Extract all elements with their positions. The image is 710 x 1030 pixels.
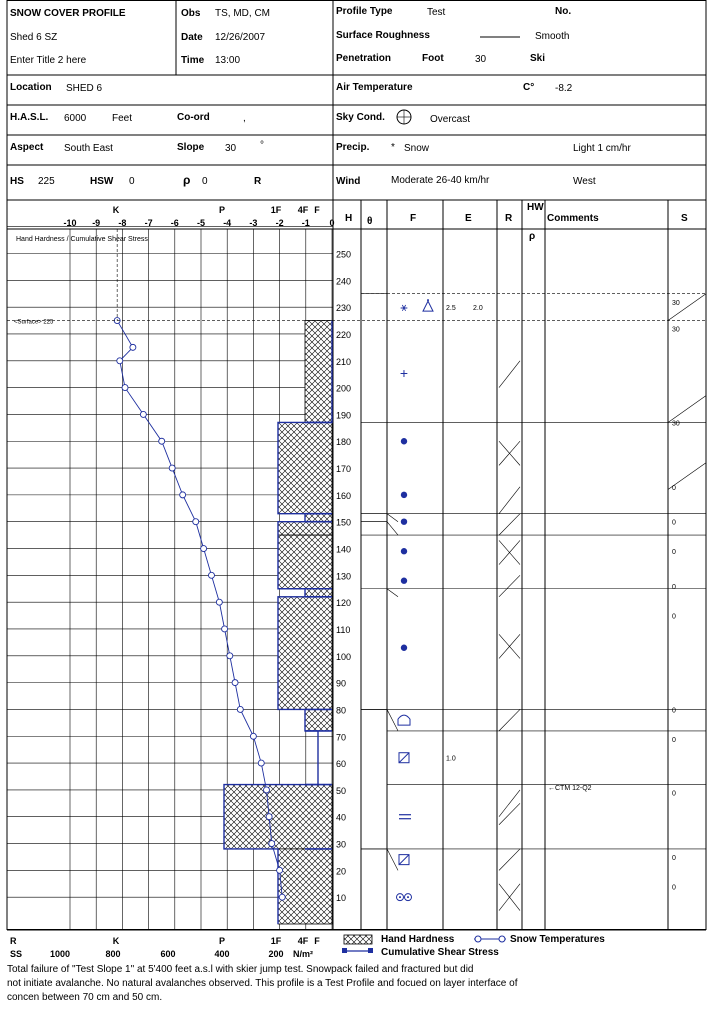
col-rho-header: ρ xyxy=(529,231,536,242)
hs-value: 225 xyxy=(38,176,55,187)
resistance-slash xyxy=(499,487,520,514)
rounded-grain-icon xyxy=(401,548,407,554)
penetration-label: Penetration xyxy=(336,53,392,64)
graupel-tri-icon xyxy=(423,301,433,311)
height-tick-label: 160 xyxy=(336,490,352,501)
hardness-bar xyxy=(305,514,332,522)
time-value: 13:00 xyxy=(215,55,241,66)
ski-label: Ski xyxy=(530,53,546,64)
density-label: ρ xyxy=(183,173,191,187)
new-snow-icon: + xyxy=(399,365,409,382)
precip-symbol: * xyxy=(391,142,395,153)
height-tick-label: 240 xyxy=(336,276,352,287)
interface-slant xyxy=(387,589,398,597)
aspect-label: Aspect xyxy=(10,142,44,153)
height-tick-label: 140 xyxy=(336,544,352,555)
stability-value: 0 xyxy=(672,707,676,715)
surface-label: <Surface> 225 xyxy=(14,319,54,326)
height-tick-label: 190 xyxy=(336,410,352,421)
height-tick-label: 250 xyxy=(336,249,352,260)
hardness-top-K: K xyxy=(112,205,120,215)
wind-direction: West xyxy=(573,176,596,187)
crosshatch-icon xyxy=(344,935,372,944)
height-tick-label: 120 xyxy=(336,598,352,609)
resistance-slash xyxy=(499,849,520,870)
rounded-grain-icon xyxy=(401,492,407,498)
hardness-bottom-label: F xyxy=(314,936,320,946)
profile-type-label: Profile Type xyxy=(336,6,393,17)
temp-tick-label: 0 xyxy=(329,218,335,228)
height-tick-label: 170 xyxy=(336,464,352,475)
time-label: Time xyxy=(181,55,205,66)
interface-slant xyxy=(387,522,398,535)
surface-roughness-label: Surface Roughness xyxy=(336,30,430,41)
height-tick-label: 90 xyxy=(336,678,347,689)
subtitle-2: Enter Title 2 here xyxy=(10,55,87,66)
stability-slant xyxy=(668,294,706,321)
snow-temperature-point xyxy=(159,438,165,444)
obs-label: Obs xyxy=(181,8,201,19)
snow-temperature-point xyxy=(130,344,136,350)
hardness-bottom-label: P xyxy=(218,936,226,946)
col-hw-header: HW xyxy=(527,202,544,213)
snow-temperature-point xyxy=(208,572,214,578)
snow-temperature-point xyxy=(222,626,228,632)
notes-line-3: concen between 70 cm and 50 cm. xyxy=(7,992,163,1003)
col-comments-header: Comments xyxy=(547,213,599,224)
grain-size-facet: 1.0 xyxy=(446,755,456,763)
resistance-slash xyxy=(499,790,520,817)
location-label: Location xyxy=(10,82,52,93)
col-resistance-header: R xyxy=(505,213,513,224)
hardness-bottom-label: 4F xyxy=(297,936,309,946)
temp-tick-label: -5 xyxy=(196,218,206,228)
grain-size-2: 2.0 xyxy=(473,305,483,313)
resistance-slash xyxy=(499,361,520,388)
air-temp-value: -8.2 xyxy=(555,83,573,94)
air-temp-unit: C° xyxy=(523,82,535,93)
air-temp-label: Air Temperature xyxy=(336,82,413,93)
date-value: 12/26/2007 xyxy=(215,32,266,43)
resistance-slash xyxy=(499,575,520,596)
snow-temperature-point xyxy=(266,814,272,820)
chart-title: Hand Hardness / Cumulative Shear Stress xyxy=(16,236,148,243)
height-tick-label: 80 xyxy=(336,705,347,716)
temp-tick-label: -7 xyxy=(144,218,153,228)
snow-temperature-point xyxy=(264,787,270,793)
height-tick-label: 30 xyxy=(336,839,347,850)
snow-temperature-point xyxy=(117,358,123,364)
shear-tick-label: 400 xyxy=(214,949,230,959)
subtitle-1: Shed 6 SZ xyxy=(10,32,58,43)
stability-value: 0 xyxy=(672,884,676,892)
height-tick-label: 200 xyxy=(336,383,352,394)
hardness-bar xyxy=(278,422,332,513)
resistance-slash xyxy=(499,803,520,824)
profile-title: SNOW COVER PROFILE xyxy=(10,8,126,19)
legend-hand-hardness: Hand Hardness xyxy=(381,934,455,945)
hs-label: HS xyxy=(10,176,24,187)
density-value: 0 xyxy=(202,176,208,187)
ctm-comment: ←CTM 12-Q2 xyxy=(548,785,592,793)
snow-temperature-point xyxy=(258,760,264,766)
coord-value: , xyxy=(243,113,246,124)
height-tick-label: 100 xyxy=(336,651,352,662)
height-tick-label: 40 xyxy=(336,812,347,823)
depth-hoar-icon xyxy=(398,715,410,725)
snow-temperature-point xyxy=(169,465,175,471)
height-tick-label: 230 xyxy=(336,303,352,314)
col-form-header: F xyxy=(410,213,417,224)
col-height-header: H xyxy=(345,213,353,224)
stability-value: 30 xyxy=(672,326,680,334)
foot-label: Foot xyxy=(422,53,444,64)
stability-value: 30 xyxy=(672,420,680,428)
resistance-slash xyxy=(499,709,520,730)
snow-temperature-point xyxy=(216,599,222,605)
temp-tick-label: -1 xyxy=(301,218,310,228)
height-tick-label: 130 xyxy=(336,571,352,582)
stability-value: 0 xyxy=(672,736,676,744)
height-tick-label: 50 xyxy=(336,785,347,796)
snow-temperature-point xyxy=(201,546,207,552)
aspect-value: South East xyxy=(64,143,113,154)
temp-tick-label: -9 xyxy=(92,218,101,228)
snow-temperature-point xyxy=(237,706,243,712)
hardness-bar xyxy=(305,589,332,597)
snow-temperature-point xyxy=(277,867,283,873)
shear-tick-label: 1000 xyxy=(49,949,71,959)
hardness-bar xyxy=(278,597,332,710)
grain-size: 2.5 xyxy=(446,305,456,313)
snow-temperature-point xyxy=(279,894,285,900)
snow-temperature-point xyxy=(193,519,199,525)
rounded-grain-icon xyxy=(401,519,407,525)
shear-tick-label: 200 xyxy=(268,949,284,959)
col-s-header: S xyxy=(681,213,688,224)
interface-slant xyxy=(387,709,398,730)
stability-value: 0 xyxy=(672,584,676,592)
col-size-header: E xyxy=(465,213,472,224)
hsw-label: HSW xyxy=(90,176,114,187)
height-tick-label: 10 xyxy=(336,893,347,904)
hasl-label: H.A.S.L. xyxy=(10,112,49,123)
hardness-top-P: P xyxy=(218,205,226,215)
shear-axis-label: SS xyxy=(10,949,23,959)
snow-temperature-point xyxy=(122,385,128,391)
temp-tick-label: -2 xyxy=(275,218,284,228)
col-theta-header: θ xyxy=(367,216,373,227)
stability-value: 0 xyxy=(672,519,676,527)
hardness-bar xyxy=(278,535,332,589)
surface-roughness-value: Smooth xyxy=(535,31,570,42)
height-tick-label: 220 xyxy=(336,329,352,340)
stability-slant xyxy=(668,396,706,423)
snow-temperature-point xyxy=(180,492,186,498)
hardness-bar xyxy=(305,321,332,423)
hardness-top-1F: 1F xyxy=(270,205,282,215)
wind-value: Moderate 26-40 km/hr xyxy=(391,175,490,186)
hardness-bar xyxy=(224,785,332,849)
snow-temperature-point xyxy=(269,841,275,847)
stability-value: 0 xyxy=(672,613,676,621)
hasl-unit: Feet xyxy=(112,113,133,124)
shear-tick-label: 800 xyxy=(105,949,121,959)
foot-value: 30 xyxy=(475,54,487,65)
height-tick-label: 210 xyxy=(336,356,352,367)
hardness-bar xyxy=(305,709,332,730)
temp-tick-label: -3 xyxy=(249,218,258,228)
decomposing-icon: ⚹ xyxy=(400,300,408,315)
profile-type-value: Test xyxy=(427,7,446,18)
temp-tick-label: -10 xyxy=(63,218,77,228)
resistance-label: R xyxy=(254,176,262,187)
hsw-value: 0 xyxy=(129,176,135,187)
height-tick-label: 70 xyxy=(336,732,347,743)
stability-value: 0 xyxy=(672,484,676,492)
stability-value: 0 xyxy=(672,854,676,862)
wind-label: Wind xyxy=(336,176,361,187)
coord-label: Co-ord xyxy=(177,112,210,123)
hardness-bottom-R: R xyxy=(10,936,17,946)
sky-value: Overcast xyxy=(430,114,471,125)
temp-tick-label: -4 xyxy=(223,218,232,228)
date-label: Date xyxy=(181,32,203,43)
notes-line-1: Total failure of "Test Slope 1" at 5'400 feet a.s.l with skier jump test. Snowpack failed and fractured but did xyxy=(7,964,474,975)
snow-temperature-point xyxy=(140,411,146,417)
height-tick-label: 20 xyxy=(336,866,347,877)
slope-value: 30 xyxy=(225,143,237,154)
rounded-grain-icon xyxy=(401,578,407,584)
stability-value: 0 xyxy=(672,790,676,798)
height-tick-label: 110 xyxy=(336,624,351,635)
slope-unit: ° xyxy=(260,140,264,151)
temp-tick-label: -8 xyxy=(118,218,127,228)
snow-temperature-point xyxy=(250,733,256,739)
legend-cumulative-shear: Cumulative Shear Stress xyxy=(381,947,499,958)
snow-temperature-point xyxy=(232,680,238,686)
resistance-slash xyxy=(499,514,520,535)
precip-value: Snow xyxy=(404,143,430,154)
height-tick-label: 180 xyxy=(336,437,352,448)
stability-value: 0 xyxy=(672,549,676,557)
no-label: No. xyxy=(555,6,572,17)
hardness-bottom-label: K xyxy=(112,936,120,946)
stability-value: 30 xyxy=(672,299,680,307)
legend-snow-temperatures: Snow Temperatures xyxy=(510,934,605,945)
height-tick-label: 60 xyxy=(336,759,347,770)
hardness-bar xyxy=(278,849,332,924)
hardness-bar xyxy=(278,522,332,535)
hardness-top-F: F xyxy=(314,205,320,215)
temp-tick-label: -6 xyxy=(170,218,179,228)
location-value: SHED 6 xyxy=(66,83,103,94)
shear-unit: N/m² xyxy=(293,949,313,959)
snow-temperature-point xyxy=(227,653,233,659)
shear-tick-label: 600 xyxy=(160,949,176,959)
hasl-value: 6000 xyxy=(64,113,87,124)
height-tick-label: 150 xyxy=(336,517,352,528)
sky-label: Sky Cond. xyxy=(336,112,385,123)
obs-value: TS, MD, CM xyxy=(215,8,270,19)
slope-label: Slope xyxy=(177,142,205,153)
hardness-bottom-label: 1F xyxy=(270,936,282,946)
hardness-top-4F: 4F xyxy=(297,205,309,215)
rounded-grain-icon xyxy=(401,438,407,444)
interface-slant xyxy=(387,849,398,870)
rounded-grain-icon xyxy=(401,645,407,651)
precip-rate: Light 1 cm/hr xyxy=(573,143,631,154)
interface-slant xyxy=(387,514,398,522)
notes-line-2: not initiate avalanche. No natural avalanches observed. This profile is a Test Profile and focued on layer interface of xyxy=(7,978,518,989)
precip-label: Precip. xyxy=(336,142,370,153)
